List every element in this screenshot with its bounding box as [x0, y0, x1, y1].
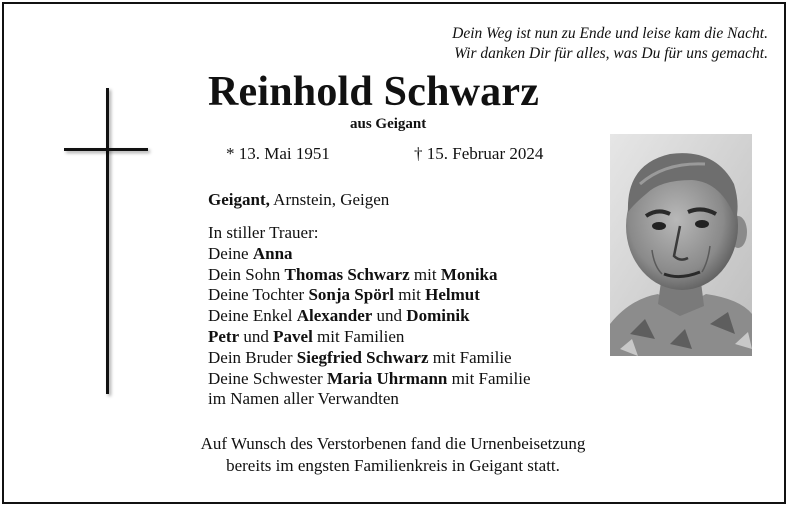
verse-line-2: Wir danken Dir für alles, was Du für uns gemacht.: [454, 45, 768, 62]
death-date: † 15. Februar 2024: [414, 144, 544, 163]
cross-icon: [106, 88, 109, 394]
burial-notice-line-1: Auf Wunsch des Verstorbenen fand die Urnenbeisetzung: [200, 434, 586, 453]
burial-notice: [150, 433, 636, 477]
birth-date: * 13. Mai 1951: [226, 144, 330, 163]
deceased-name: Reinhold Schwarz: [208, 69, 540, 115]
portrait-photo: [610, 134, 752, 356]
mourner-line: Dein Sohn Thomas Schwarz mit Monika: [208, 264, 498, 284]
mourner-line: Deine Tochter Sonja Spörl mit Helmut: [208, 285, 480, 305]
residence-town: Geigant,: [208, 190, 270, 209]
verse-line-1: Dein Weg ist nun zu Ende und leise kam die Nacht.: [452, 25, 768, 42]
memorial-verse: [452, 24, 768, 64]
mourners-list: [208, 223, 531, 410]
mourner-line: Deine Schwester Maria Uhrmann mit Familie: [208, 368, 531, 388]
deceased-origin: aus Geigant: [350, 116, 427, 132]
burial-notice-line-2: bereits im engsten Familienkreis in Geigant statt.: [226, 456, 560, 475]
cross-icon-bar: [64, 148, 148, 151]
mourner-line: Petr und Pavel mit Familien: [208, 326, 405, 346]
mourner-line: Dein Bruder Siegfried Schwarz mit Familie: [208, 347, 512, 367]
mourner-line: Deine Enkel Alexander und Dominik: [208, 306, 470, 326]
residence-other-places: Arnstein, Geigen: [269, 190, 390, 209]
mourners-intro: In stiller Trauer:: [208, 223, 319, 242]
mourner-line: Deine Anna: [208, 243, 293, 263]
residence-places: [208, 190, 389, 210]
mourners-closing: im Namen aller Verwandten: [208, 389, 399, 409]
